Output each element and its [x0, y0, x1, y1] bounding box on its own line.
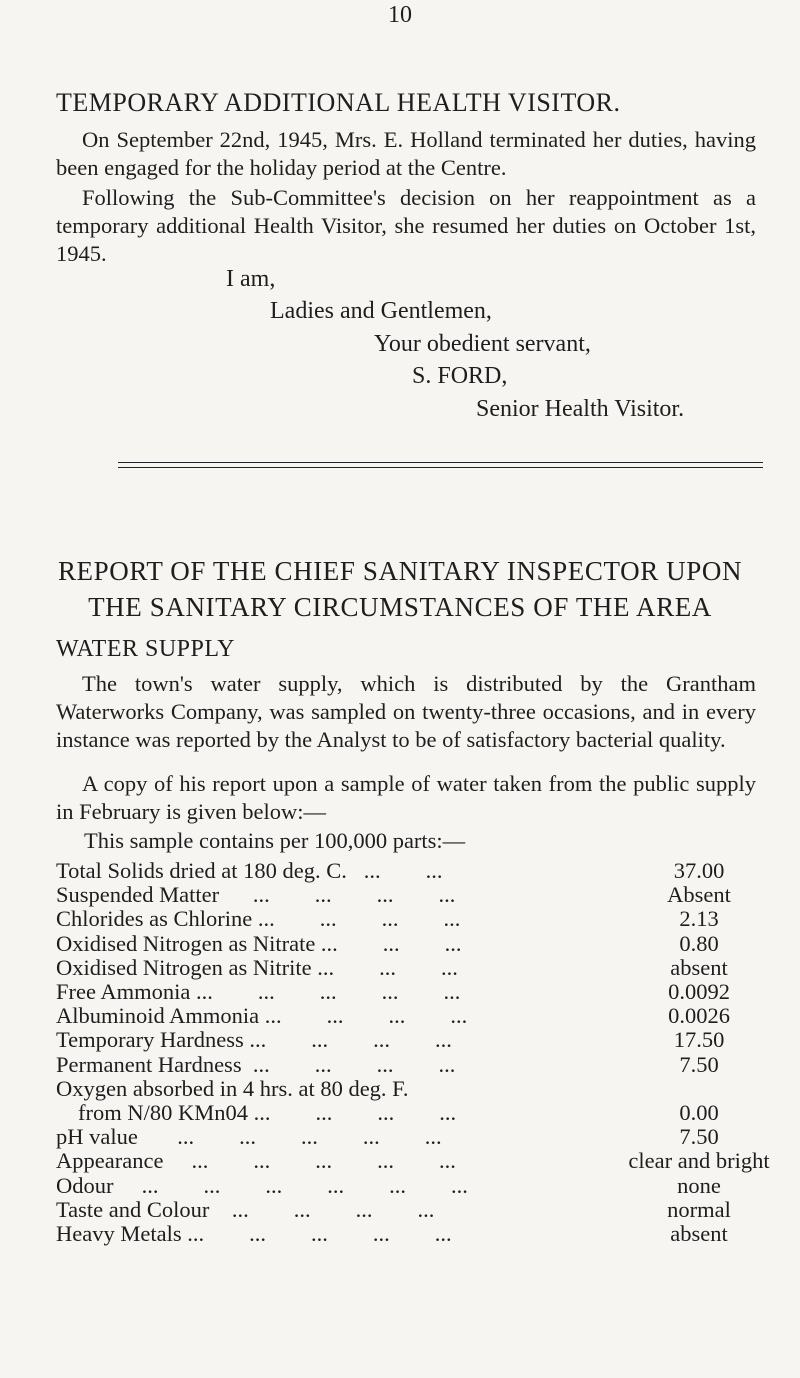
analysis-value: 0.0026 [668, 1003, 730, 1029]
analysis-label: Odour ... ... ... ... ... ... [56, 1172, 468, 1198]
page-number: 10 [388, 2, 412, 28]
analysis-label: Albuminoid Ammonia ... ... ... ... [56, 1003, 468, 1029]
analysis-value: clear and bright [628, 1148, 770, 1174]
analysis-label: Taste and Colour ... ... ... ... [56, 1196, 435, 1222]
analysis-label: Oxidised Nitrogen as Nitrite ... ... ... [56, 954, 458, 980]
signatory-name: S. FORD, [412, 363, 508, 389]
signatory-title: Senior Health Visitor. [476, 396, 685, 422]
sample-intro: This sample contains per 100,000 parts:— [84, 828, 466, 853]
section-heading-health-visitor: TEMPORARY ADDITIONAL HEALTH VISITOR. [56, 88, 621, 117]
analysis-label: pH value ... ... ... ... ... [56, 1124, 442, 1150]
analysis-value: Absent [667, 882, 731, 908]
analysis-row [56, 1221, 776, 1251]
analysis-label: Oxygen absorbed in 4 hrs. at 80 deg. F. [56, 1075, 409, 1101]
analysis-value: 0.80 [679, 930, 719, 956]
report-title-line-1: REPORT OF THE CHIEF SANITARY INSPECTOR UPON [57, 556, 743, 586]
analysis-label: Free Ammonia ... ... ... ... ... [56, 979, 461, 1004]
analysis-label: Heavy Metals ... ... ... ... ... [56, 1221, 452, 1246]
analysis-value: 17.50 [673, 1027, 725, 1053]
analysis-value: absent [670, 954, 728, 980]
analysis-value: 7.50 [679, 1124, 719, 1150]
analysis-label: Chlorides as Chlorine ... ... ... ... [56, 906, 461, 932]
analysis-value: normal [667, 1196, 731, 1222]
analysis-value: none [677, 1172, 721, 1198]
analysis-value: 7.50 [679, 1051, 719, 1077]
closing-obedient-servant: Your obedient servant, [374, 331, 591, 357]
closing-salutation: Ladies and Gentlemen, [270, 298, 492, 324]
subheading-water-supply: WATER SUPPLY [56, 636, 235, 662]
paragraph-reappointment: Following the Sub-Committee's decision on her reappointment as a temporary additional Health Visitor, she resumed her duties on October 1st, 1945. [56, 185, 756, 266]
closing-i-am: I am, [226, 266, 276, 292]
divider-rule-bottom [118, 467, 763, 468]
analysis-value: 0.00 [679, 1100, 719, 1125]
analysis-label: Permanent Hardness ... ... ... ... [56, 1051, 456, 1077]
paragraph-water-supply: The town's water supply, which is distributed by the Grantham Waterworks Company, was sampled on twenty-three occasions, and in every instance was reported by the Analyst to be of satisfactory bacterial quality. [56, 671, 756, 752]
analysis-label: Temporary Hardness ... ... ... ... [56, 1027, 452, 1053]
analysis-value: absent [670, 1221, 728, 1246]
divider-rule-top [118, 462, 763, 463]
analysis-value: 0.0092 [668, 979, 730, 1004]
analysis-label: Suspended Matter ... ... ... ... [56, 882, 456, 908]
analysis-label: Appearance ... ... ... ... ... [56, 1148, 456, 1174]
analysis-value: 37.00 [673, 858, 725, 883]
analysis-label: from N/80 KMn04 ... ... ... ... [78, 1100, 457, 1125]
paragraph-holland-terminated: On September 22nd, 1945, Mrs. E. Holland terminated her duties, having been engaged for the holiday period at the Centre. [56, 127, 756, 180]
analysis-label: Total Solids dried at 180 deg. C. ... ... [56, 858, 443, 883]
analysis-value: 2.13 [679, 906, 719, 932]
paragraph-sample-copy: A copy of his report upon a sample of water taken from the public supply in February is given below:— [56, 771, 756, 824]
analysis-label: Oxidised Nitrogen as Nitrate ... ... ... [56, 930, 462, 956]
report-title-line-2: THE SANITARY CIRCUMSTANCES OF THE AREA [88, 592, 712, 622]
